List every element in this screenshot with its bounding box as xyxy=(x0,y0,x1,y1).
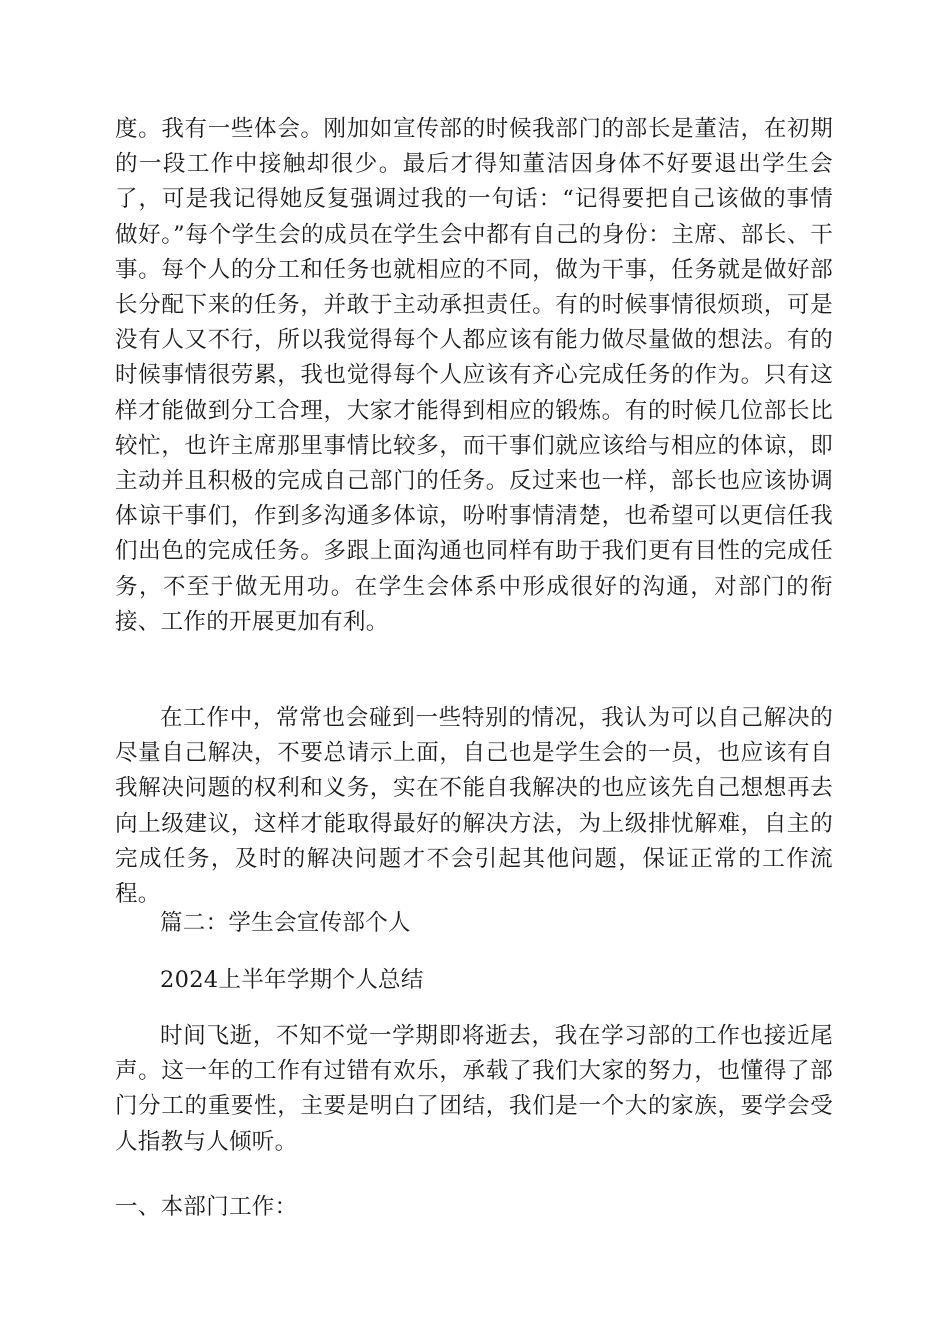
body-paragraph-3: 时间飞逝，不知不觉一学期即将逝去，我在学习部的工作也接近尾声。这一年的工作有过错有欢乐，承载了我们大家的努力，也懂得了部门分工的重要性，主要是明白了团结，我们是一个大的家族，要学会受人指教与人倾听。 xyxy=(115,1023,833,1155)
subsection-heading: 一、本部门工作： xyxy=(115,1194,298,1220)
section-title-line-1: 篇二：学生会宣传部个人 xyxy=(160,910,411,936)
body-paragraph-1: 度。我有一些体会。刚加如宣传部的时候我部门的部长是董洁，在初期的一段工作中接触却很少。最后才得知董洁因身体不好要退出学生会了，可是我记得她反复强调过我的一句话：“记得要把自己该做的事情做好。”每个学生会的成员在学生会中都有自己的身份：主席、部长、干事。每个人的分工和任务也就相应的不同，做为干事，任务就是做好部长分配下来的任务，并敢于主动承担责任。有的时候事情很烦琐，可是没有人又不行，所以我觉得每个人都应该有能力做尽量做的想法。有的时候事情很劳累，我也觉得每个人应该有齐心完成任务的作为。只有这样才能做到分工合理，大家才能得到相应的锻炼。有的时候几位部长比较忙，也许主席那里事情比较多，而干事们就应该给与相应的体谅，即主动并且积极的完成自己部门的任务。反过来也一样，部长也应该协调体谅干事们，作到多沟通多体谅，吩咐事情清楚，也希望可以更信任我们出色的完成任务。多跟上面沟通也同样有助于我们更有目性的完成任务，不至于做无用功。在学生会体系中形成很好的沟通，对部门的衔接、工作的开展更加有利。 xyxy=(115,116,833,635)
section-title-line-2: 2024上半年学期个人总结 xyxy=(160,967,424,993)
body-paragraph-2: 在工作中，常常也会碰到一些特别的情况，我认为可以自己解决的尽量自己解决，不要总请示上面，自己也是学生会的一员，也应该有自我解决问题的权利和义务，实在不能自我解决的也应该先自己想想再去向上级建议，这样才能取得最好的解决方法，为上级排忧解难，自主的完成任务，及时的解决问题才不会引起其他问题，保证正常的工作流程。 xyxy=(115,705,833,908)
